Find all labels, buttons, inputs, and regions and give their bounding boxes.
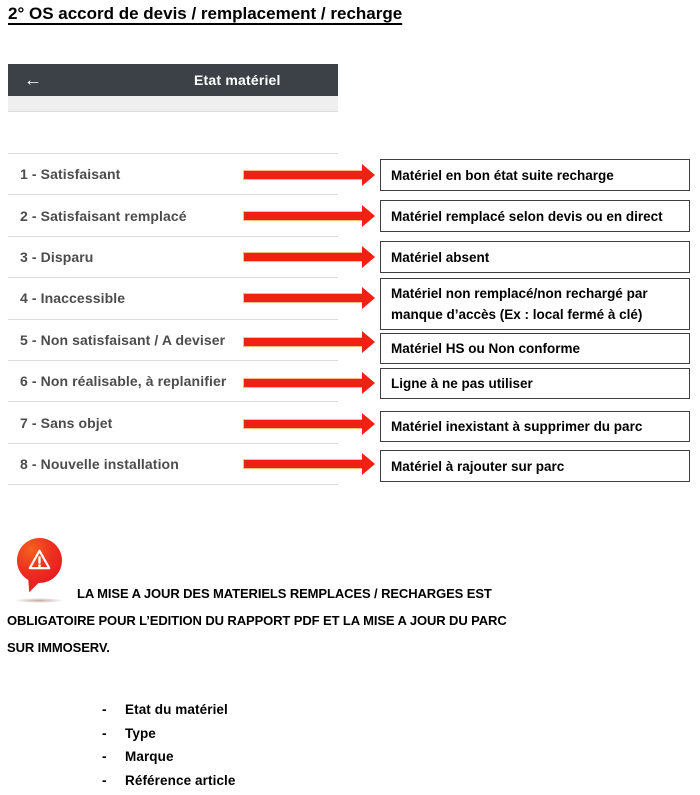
- bullet-item-4: [102, 769, 236, 793]
- bullet-label-3: Marque: [125, 749, 174, 764]
- description-box-3: [380, 241, 690, 273]
- description-text-8: Matériel à rajouter sur parc: [391, 458, 565, 474]
- description-text-7: Matériel inexistant à supprimer du parc: [391, 419, 643, 434]
- warning-text: [7, 580, 507, 661]
- back-arrow-icon: ←: [24, 69, 42, 90]
- red-arrow-icon-1: [244, 164, 375, 186]
- description-box-5: [380, 333, 690, 364]
- bullet-item-2: [102, 722, 236, 746]
- description-text-1: Matériel en bon état suite recharge: [391, 167, 614, 183]
- state-label-7: 7 - Sans objet: [20, 414, 113, 431]
- red-arrow-icon-5: [244, 331, 375, 353]
- bullet-dash-3: -: [102, 749, 107, 764]
- app-header-title: Etat matériel: [194, 72, 281, 88]
- state-label-3: 3 - Disparu: [20, 248, 94, 265]
- bullet-dash-4: -: [102, 772, 107, 788]
- bullet-label-4: Référence article: [125, 772, 236, 788]
- description-box-8: [380, 450, 690, 482]
- warning-triangle-icon: [26, 547, 53, 573]
- app-header-bar: [8, 64, 338, 96]
- description-box-2: [380, 200, 690, 232]
- app-subheader-strip: [8, 96, 338, 112]
- description-box-6: [380, 368, 690, 399]
- state-label-1: 1 - Satisfaisant: [20, 166, 121, 183]
- bullet-dash-2: -: [102, 725, 107, 741]
- description-box-7: [380, 411, 690, 442]
- description-text-4: Matériel non remplacé/non rechargé par manque d’accès (Ex : local fermé à clé): [391, 286, 648, 322]
- state-label-2: 2 - Satisfaisant remplacé: [20, 207, 187, 224]
- red-arrow-icon-4: [244, 287, 375, 309]
- bullet-item-1: [102, 698, 236, 722]
- warning-line-3: SUR IMMOSERV.: [7, 640, 110, 655]
- bullet-dash-1: -: [102, 702, 107, 717]
- state-label-4: 4 - Inaccessible: [20, 290, 126, 307]
- red-arrow-icon-3: [244, 246, 375, 268]
- red-arrow-icon-2: [244, 205, 375, 227]
- description-text-5: Matériel HS ou Non conforme: [391, 341, 581, 356]
- page-title: 2° OS accord de devis / remplacement / recharge: [8, 4, 403, 23]
- description-text-2: Matériel remplacé selon devis ou en direct: [391, 208, 663, 224]
- description-text-6: Ligne à ne pas utiliser: [391, 376, 533, 391]
- bullet-label-1: Etat du matériel: [125, 702, 228, 717]
- state-label-5: 5 - Non satisfaisant / A deviser: [20, 331, 226, 348]
- state-label-8: 8 - Nouvelle installation: [20, 455, 179, 472]
- warning-line-2: OBLIGATOIRE POUR L’EDITION DU RAPPORT PDF ET LA MISE A JOUR DU PARC: [7, 613, 507, 628]
- description-box-4: [380, 278, 690, 330]
- red-arrow-icon-6: [244, 372, 375, 394]
- red-arrow-icon-8: [244, 453, 375, 475]
- field-bullet-list: [102, 698, 236, 792]
- description-box-1: [380, 159, 690, 191]
- warning-line-1: LA MISE A JOUR DES MATERIELS REMPLACES / RECHARGES EST: [77, 586, 492, 601]
- bullet-label-2: Type: [125, 725, 156, 741]
- material-state-list: [8, 153, 338, 485]
- description-text-3: Matériel absent: [391, 249, 490, 265]
- bullet-item-3: [102, 745, 236, 769]
- state-label-6: 6 - Non réalisable, à replanifier: [20, 373, 227, 390]
- red-arrow-icon-7: [244, 413, 375, 435]
